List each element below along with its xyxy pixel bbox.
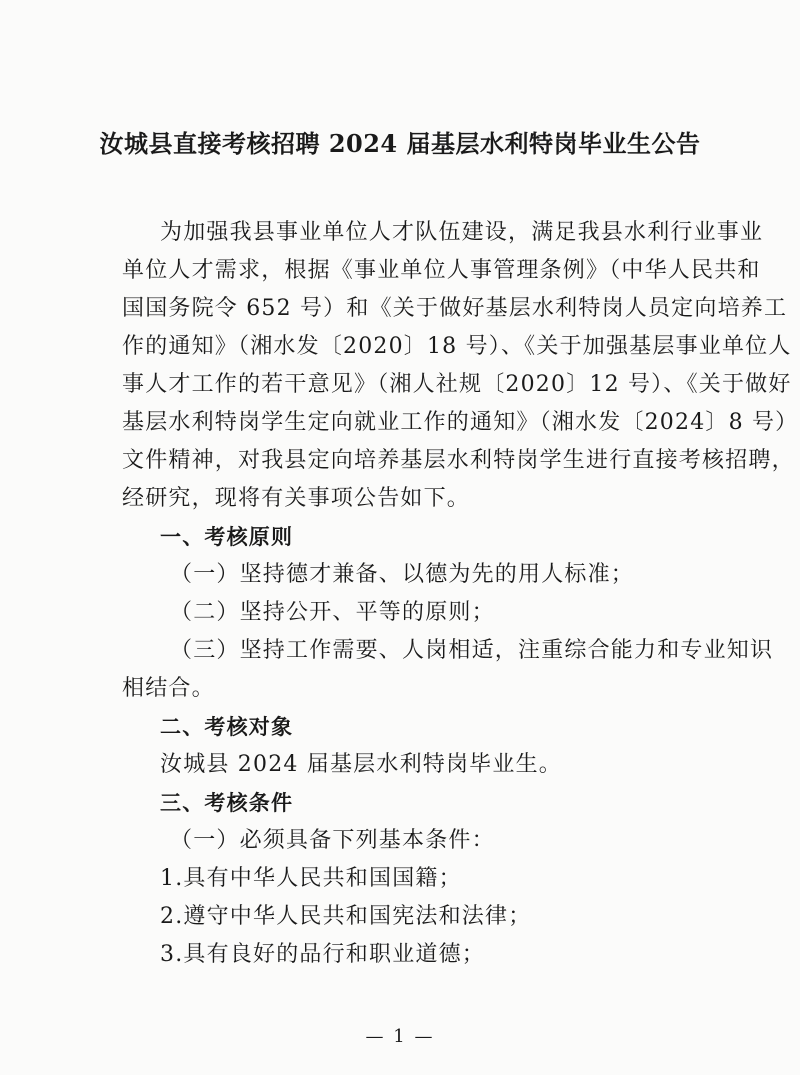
document-title: 汝城县直接考核招聘 2024 届基层水利特岗毕业生公告 bbox=[99, 129, 701, 158]
condition-item: 2.遵守中华人民共和国宪法和法律； bbox=[160, 904, 532, 929]
principle-item: （二）坚持公开、平等的原则； bbox=[170, 600, 495, 625]
section-heading: 三、考核条件 bbox=[160, 791, 294, 815]
section-heading: 二、考核对象 bbox=[160, 715, 294, 739]
target-text: 汝城县 2024 届基层水利特岗毕业生。 bbox=[160, 752, 562, 777]
intro-line: 经研究，现将有关事项公告如下。 bbox=[122, 486, 471, 511]
intro-line: 作的通知》（湘水发〔2020〕18 号）、《关于加强基层事业单位人 bbox=[122, 334, 792, 359]
intro-line: 事人才工作的若干意见》（湘人社规〔2020〕12 号）、《关于做好 bbox=[122, 372, 792, 397]
principle-item: （一）坚持德才兼备、以德为先的用人标准； bbox=[170, 562, 635, 587]
intro-line: 基层水利特岗学生定向就业工作的通知》（湘水发〔2024〕8 号） bbox=[122, 410, 799, 435]
principle-continuation: 相结合。 bbox=[122, 676, 215, 701]
condition-subheading: （一）必须具备下列基本条件： bbox=[170, 828, 495, 853]
intro-line: 单位人才需求，根据《事业单位人事管理条例》（中华人民共和 bbox=[122, 258, 761, 283]
intro-line: 为加强我县事业单位人才队伍建设，满足我县水利行业事业 bbox=[160, 220, 764, 245]
section-heading: 一、考核原则 bbox=[160, 525, 294, 549]
page-number: — 1 — bbox=[365, 1026, 435, 1047]
principle-item: （三）坚持工作需要、人岗相适，注重综合能力和专业知识 bbox=[170, 638, 774, 663]
condition-item: 1.具有中华人民共和国国籍； bbox=[160, 866, 462, 891]
intro-line: 文件精神，对我县定向培养基层水利特岗学生进行直接考核招聘， bbox=[122, 448, 795, 473]
condition-item: 3.具有良好的品行和职业道德； bbox=[160, 942, 485, 967]
intro-line: 国国务院令 652 号）和《关于做好基层水利特岗人员定向培养工 bbox=[122, 296, 788, 321]
